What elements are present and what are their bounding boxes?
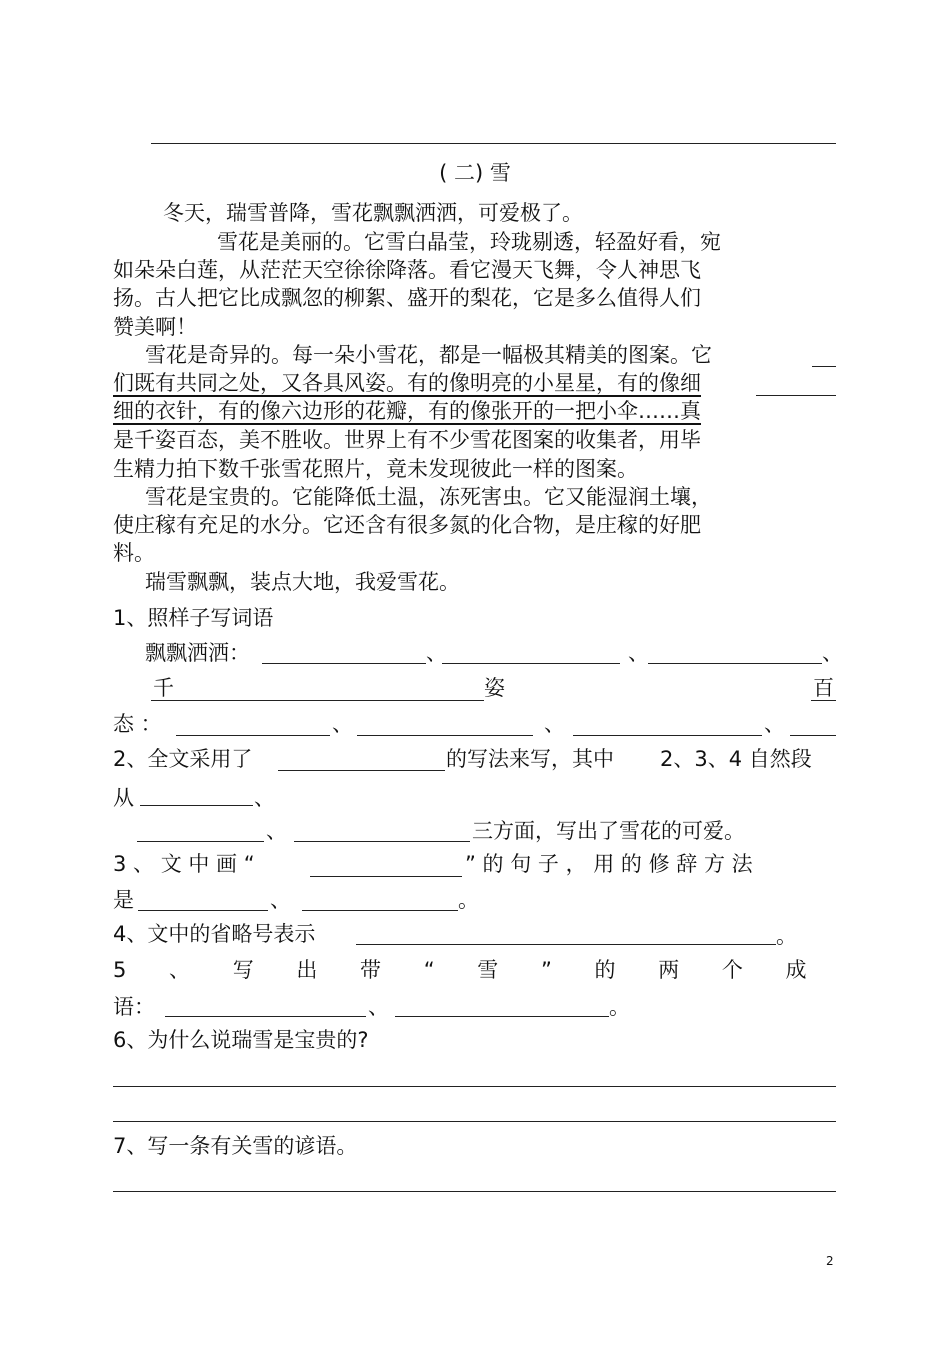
separator: 、 bbox=[628, 641, 649, 665]
question-3: 3 、 文 中 画 “ bbox=[113, 852, 255, 876]
separator: 、 bbox=[368, 995, 389, 1019]
top-rule bbox=[151, 143, 836, 144]
question-6: 6、为什么说瑞雪是宝贵的? bbox=[113, 1028, 369, 1052]
q3-blank-3[interactable] bbox=[302, 910, 458, 911]
separator: 、 bbox=[822, 641, 843, 665]
q1-blank-4[interactable] bbox=[176, 735, 330, 736]
q1-char-zi: 姿 bbox=[484, 676, 505, 700]
q1-blank-5[interactable] bbox=[357, 735, 533, 736]
q6-answer-line-2[interactable] bbox=[113, 1121, 836, 1122]
short-mark bbox=[812, 366, 836, 367]
page-number: 2 bbox=[826, 1254, 834, 1268]
q3-text-3: 是 bbox=[113, 888, 134, 912]
paragraph-1: 冬天，瑞雪普降，雪花飘飘洒洒，可爱极了。 bbox=[163, 201, 583, 225]
q3-text-2: ” 的 句 子 ， 用 的 修 辞 方 法 bbox=[465, 852, 753, 876]
q1-line-bai bbox=[811, 700, 836, 701]
separator: 、 bbox=[332, 712, 353, 736]
q5-blank-1[interactable] bbox=[165, 1016, 366, 1017]
separator: 、 bbox=[544, 712, 565, 736]
q2-blank-1[interactable] bbox=[278, 770, 445, 771]
q2-blank-4[interactable] bbox=[294, 841, 470, 842]
paragraph-4-line-3: 料。 bbox=[113, 541, 155, 565]
q7-answer-line[interactable] bbox=[113, 1191, 836, 1192]
q1-blank-1[interactable] bbox=[262, 663, 426, 664]
q2-text-4: 从 bbox=[113, 786, 134, 810]
q5-blank-2[interactable] bbox=[395, 1016, 609, 1017]
q1-blank-6[interactable] bbox=[573, 735, 762, 736]
q1-blank-7[interactable] bbox=[790, 735, 836, 736]
q2-text-2: 的写法来写，其中 bbox=[446, 747, 614, 771]
paragraph-3-line-3: 细的衣针，有的像六边形的花瓣，有的像张开的一把小伞……真 bbox=[113, 399, 701, 423]
paragraph-5: 瑞雪飘飘，装点大地，我爱雪花。 bbox=[145, 570, 460, 594]
period: 。 bbox=[776, 924, 797, 948]
period: 。 bbox=[458, 888, 479, 912]
q3-blank-1[interactable] bbox=[310, 876, 462, 877]
separator: 、 bbox=[254, 786, 275, 810]
separator: 、 bbox=[266, 819, 287, 843]
question-1: 1、照样子写词语 bbox=[113, 606, 274, 630]
q3-blank-2[interactable] bbox=[138, 910, 268, 911]
question-2: 2、全文采用了 bbox=[113, 747, 253, 771]
paragraph-3-line-5: 生精力拍下数千张雪花照片，竟未发现彼此一样的图案。 bbox=[113, 457, 638, 481]
q1-line-qianzi[interactable] bbox=[151, 700, 484, 701]
paragraph-2-line-4: 赞美啊！ bbox=[113, 315, 197, 339]
question-7: 7、写一条有关雪的谚语。 bbox=[113, 1134, 358, 1158]
passage-title: ( 二) 雪 bbox=[439, 161, 511, 185]
paragraph-2-line-3: 扬。古人把它比成飘忽的柳絮、盛开的梨花，它是多么值得人们 bbox=[113, 286, 701, 310]
q1-char-tai: 态 ： bbox=[113, 712, 162, 736]
q1-example-label: 飘飘洒洒： bbox=[145, 641, 250, 665]
q1-char-bai: 百 bbox=[813, 676, 834, 700]
q2-blank-3[interactable] bbox=[137, 841, 264, 842]
separator: 、 bbox=[764, 712, 785, 736]
paragraph-2-line-2: 如朵朵白莲，从茫茫天空徐徐降落。看它漫天飞舞，令人神思飞 bbox=[113, 258, 701, 282]
q6-answer-line-1[interactable] bbox=[113, 1086, 836, 1087]
question-5: 5 、 写 出 带 “ 雪 ” 的 两 个 成 bbox=[113, 958, 825, 982]
paragraph-3-line-2: 们既有共同之处，又各具风姿。有的像明亮的小星星，有的像细 bbox=[113, 371, 701, 395]
q1-blank-3[interactable] bbox=[648, 663, 822, 664]
paragraph-4-line-1: 雪花是宝贵的。它能降低土温，冻死害虫。它又能湿润土壤， bbox=[145, 485, 712, 509]
paragraph-2-line-1: 雪花是美丽的。它雪白晶莹，玲珑剔透，轻盈好看，宛 bbox=[217, 230, 721, 254]
paragraph-3-line-1: 雪花是奇异的。每一朵小雪花，都是一幅极其精美的图案。它 bbox=[145, 343, 712, 367]
q4-blank[interactable] bbox=[356, 944, 776, 945]
q2-blank-2[interactable] bbox=[140, 805, 253, 806]
q2-text-3: 2、3、4 自然段 bbox=[660, 747, 812, 771]
paragraph-3-line-4: 是千姿百态，美不胜收。世界上有不少雪花图案的收集者，用毕 bbox=[113, 428, 701, 452]
period: 。 bbox=[609, 995, 630, 1019]
q1-char-qian: 千 bbox=[153, 676, 174, 700]
paragraph-4-line-2: 使庄稼有充足的水分。它还含有很多氮的化合物，是庄稼的好肥 bbox=[113, 513, 701, 537]
question-4: 4、文中的省略号表示 bbox=[113, 922, 316, 946]
q2-text-5: 三方面，写出了雪花的可爱。 bbox=[472, 819, 745, 843]
separator: 、 bbox=[270, 888, 291, 912]
q5-text-2: 语： bbox=[113, 995, 155, 1019]
q1-blank-2[interactable] bbox=[442, 663, 620, 664]
separator: 、 bbox=[426, 641, 447, 665]
underline-extension bbox=[756, 395, 836, 396]
